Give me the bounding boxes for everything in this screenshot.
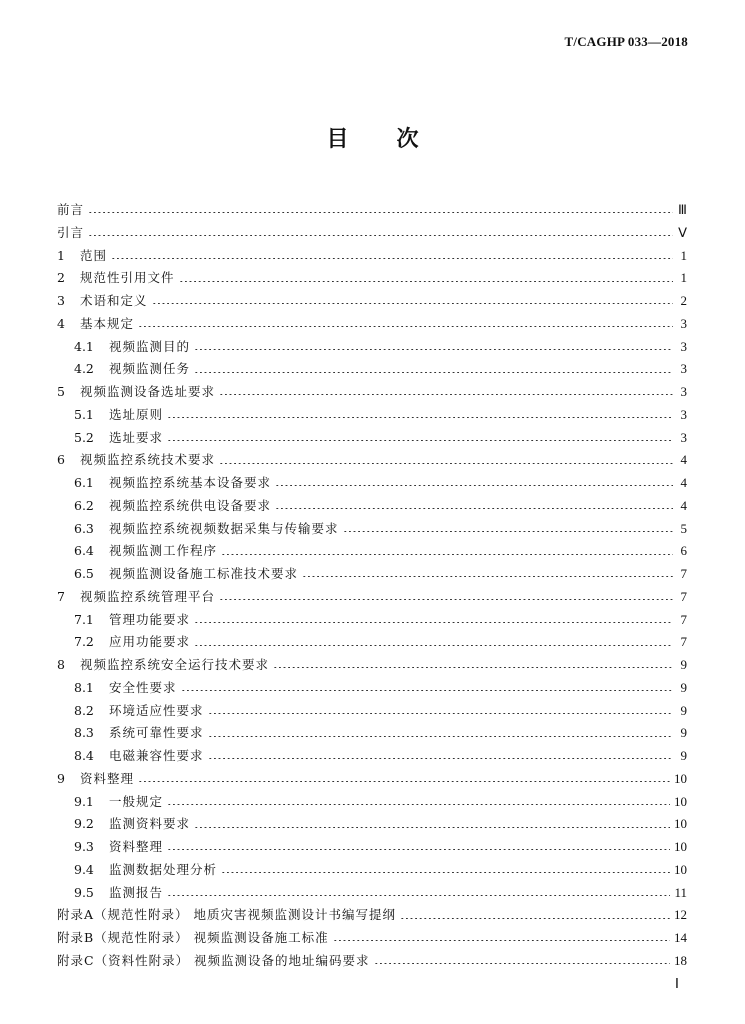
toc-entry-title: 视频监测工作程序: [109, 543, 218, 559]
toc-entry-page: 11: [674, 884, 687, 900]
toc-entry-number: 5.2: [74, 429, 94, 445]
toc-entry-page: 4: [680, 497, 687, 513]
dot-leader: [181, 690, 673, 691]
toc-entry-title: 管理功能要求: [109, 611, 191, 627]
toc-entry-number: 6: [57, 452, 65, 468]
dot-leader: [167, 440, 673, 441]
toc-entry-title: 视频监测目的: [109, 338, 191, 354]
toc-entry-title: 资料整理: [80, 770, 135, 786]
toc-entry-number: 7.1: [74, 611, 94, 627]
dot-leader: [273, 667, 673, 668]
dot-leader: [152, 303, 673, 304]
toc-entry[interactable]: [57, 358, 687, 381]
toc-entry[interactable]: [57, 700, 687, 723]
page-number: Ⅰ: [674, 977, 679, 992]
dot-leader: [194, 645, 673, 646]
toc-entry[interactable]: [57, 495, 687, 518]
toc-entry-number: 3: [57, 293, 65, 308]
toc-entry-title: 安全性要求: [109, 679, 177, 695]
toc-entry-page: 14: [674, 930, 687, 945]
toc-entry-page: Ⅴ: [678, 224, 687, 240]
toc-entry[interactable]: [57, 836, 687, 859]
dot-leader: [167, 895, 670, 896]
toc-entry-number: 1: [57, 247, 65, 263]
toc-entry-page: 9: [680, 657, 687, 672]
dot-leader: [167, 417, 673, 418]
toc-entry-title: 附录C（资料性附录） 视频监测设备的地址编码要求: [57, 952, 370, 968]
toc-entry-title: 视频监控系统管理平台: [80, 588, 216, 604]
toc-entry-number: 9.3: [74, 839, 94, 854]
toc-entry-number: 4.2: [74, 361, 94, 377]
dot-leader: [219, 463, 673, 464]
dot-leader: [208, 736, 673, 737]
toc-entry-page: 7: [680, 611, 687, 627]
toc-entry[interactable]: [57, 427, 687, 450]
toc-entry-page: 4: [680, 452, 687, 468]
toc-entry-title: 附录B（规范性附录） 视频监测设备施工标准: [57, 930, 329, 945]
toc-entry-page: 10: [674, 793, 687, 809]
toc-entry[interactable]: [57, 404, 687, 427]
toc-entry-page: 3: [680, 315, 687, 331]
toc-entry[interactable]: [57, 927, 687, 950]
toc-entry-title: 系统可靠性要求: [109, 725, 204, 741]
toc-entry[interactable]: [57, 586, 687, 609]
toc-entry-page: 3: [680, 338, 687, 354]
toc-entry-number: 2: [57, 270, 65, 286]
toc-entry-page: 10: [674, 770, 687, 786]
toc-entry-page: 6: [680, 543, 687, 559]
dot-leader: [194, 372, 673, 373]
dot-leader: [179, 281, 673, 282]
toc-entry-title: 视频监控系统安全运行技术要求: [80, 657, 270, 672]
dot-leader: [194, 827, 670, 828]
toc-entry-number: 6.2: [74, 497, 94, 513]
toc-entry-page: 12: [674, 907, 687, 923]
toc-entry-title: 视频监测任务: [109, 361, 191, 377]
toc-entry-title: 环境适应性要求: [109, 702, 204, 718]
toc-entry-page: 1: [680, 270, 687, 286]
toc-entry[interactable]: [57, 222, 687, 245]
dot-leader: [374, 963, 670, 964]
toc-entry-number: 8.1: [74, 679, 94, 695]
toc-entry-title: 视频监测设备施工标准技术要求: [109, 566, 299, 581]
dot-leader: [343, 531, 673, 532]
toc-entry-page: 9: [680, 702, 687, 718]
toc-entry-page: 9: [680, 748, 687, 763]
dot-leader: [208, 758, 673, 759]
table-of-contents: [57, 199, 687, 973]
toc-entry-title: 监测报告: [109, 884, 164, 900]
toc-entry[interactable]: [57, 950, 687, 973]
toc-entry-number: 6.5: [74, 566, 94, 581]
toc-entry[interactable]: [57, 882, 687, 905]
dot-leader: [275, 508, 673, 509]
toc-entry-title: 术语和定义: [80, 293, 148, 308]
toc-entry-number: 8.3: [74, 725, 94, 741]
toc-entry[interactable]: [57, 745, 687, 768]
toc-entry-number: 9.4: [74, 861, 94, 877]
toc-entry[interactable]: [57, 859, 687, 882]
toc-entry-title: 资料整理: [109, 839, 164, 854]
toc-entry-page: 3: [680, 384, 687, 399]
toc-entry[interactable]: [57, 449, 687, 472]
toc-entry-title: 引言: [57, 224, 85, 240]
toc-entry-page: 3: [680, 406, 687, 422]
toc-entry-number: 5.1: [74, 406, 94, 422]
toc-entry-title: 应用功能要求: [109, 634, 191, 650]
toc-entry-page: 10: [674, 839, 687, 854]
dot-leader: [219, 599, 673, 600]
dot-leader: [275, 485, 673, 486]
toc-entry-page: 7: [680, 634, 687, 650]
toc-entry[interactable]: [57, 563, 687, 586]
toc-entry-number: 8.2: [74, 702, 94, 718]
toc-entry[interactable]: [57, 199, 687, 222]
toc-entry[interactable]: [57, 631, 687, 654]
dot-leader: [194, 349, 673, 350]
toc-entry-number: 8: [57, 657, 65, 672]
dot-leader: [88, 235, 673, 236]
toc-entry-title: 选址原则: [109, 406, 164, 422]
toc-entry-page: Ⅲ: [678, 202, 687, 217]
toc-entry[interactable]: [57, 609, 687, 632]
dot-leader: [167, 804, 670, 805]
toc-entry[interactable]: [57, 722, 687, 745]
toc-entry[interactable]: [57, 540, 687, 563]
toc-entry-title: 范围: [80, 247, 108, 263]
page-title: 目次: [326, 127, 467, 152]
dot-leader: [221, 872, 670, 873]
toc-entry[interactable]: [57, 518, 687, 541]
toc-entry-number: 6.4: [74, 543, 94, 559]
toc-entry-page: 9: [680, 679, 687, 695]
document-number: T/CAGHP 033—2018: [564, 34, 688, 49]
toc-entry[interactable]: [57, 245, 687, 268]
toc-entry-page: 9: [680, 725, 687, 741]
toc-entry[interactable]: [57, 813, 687, 836]
toc-entry[interactable]: [57, 313, 687, 336]
toc-entry[interactable]: [57, 654, 687, 677]
dot-leader: [167, 849, 670, 850]
toc-entry-number: 4: [57, 315, 65, 331]
toc-entry-number: 9: [57, 770, 65, 786]
dot-leader: [302, 576, 673, 577]
toc-entry[interactable]: [57, 472, 687, 495]
toc-entry-page: 10: [674, 861, 687, 877]
toc-entry[interactable]: [57, 677, 687, 700]
dot-leader: [221, 554, 673, 555]
dot-leader: [88, 212, 673, 213]
toc-entry-number: 6.1: [74, 475, 94, 490]
toc-entry-number: 9.2: [74, 816, 94, 832]
toc-entry-page: 3: [680, 361, 687, 377]
dot-leader: [208, 713, 673, 714]
toc-entry-title: 视频监测设备选址要求: [80, 384, 216, 399]
toc-entry-title: 前言: [57, 202, 85, 217]
toc-entry-number: 9.1: [74, 793, 94, 809]
toc-entry-page: 7: [680, 588, 687, 604]
dot-leader: [219, 394, 673, 395]
toc-entry-title: 附录A（规范性附录） 地质灾害视频监测设计书编写提纲: [57, 907, 397, 923]
toc-entry[interactable]: [57, 791, 687, 814]
toc-entry-number: 8.4: [74, 748, 94, 763]
dot-leader: [111, 258, 673, 259]
toc-entry[interactable]: [57, 768, 687, 791]
toc-entry-title: 一般规定: [109, 793, 164, 809]
toc-entry-number: 4.1: [74, 338, 94, 354]
toc-entry-number: 5: [57, 384, 65, 399]
toc-entry-number: 7.2: [74, 634, 94, 650]
toc-entry-page: 4: [680, 475, 687, 490]
toc-entry-number: 9.5: [74, 884, 94, 900]
toc-entry-title: 视频监控系统供电设备要求: [109, 497, 272, 513]
toc-entry-page: 7: [680, 566, 687, 581]
dot-leader: [194, 622, 673, 623]
toc-entry-title: 规范性引用文件: [80, 270, 175, 286]
toc-entry[interactable]: [57, 336, 687, 359]
dot-leader: [333, 940, 670, 941]
dot-leader: [400, 918, 670, 919]
toc-entry-number: 7: [57, 588, 65, 604]
dot-leader: [138, 326, 673, 327]
toc-entry-page: 18: [674, 952, 687, 968]
toc-entry-page: 10: [674, 816, 687, 832]
toc-entry[interactable]: [57, 904, 687, 927]
toc-entry-page: 2: [680, 293, 687, 308]
toc-entry-title: 选址要求: [109, 429, 164, 445]
toc-entry-number: 6.3: [74, 520, 94, 536]
toc-entry-title: 电磁兼容性要求: [109, 748, 204, 763]
toc-entry-title: 基本规定: [80, 315, 135, 331]
toc-entry[interactable]: [57, 290, 687, 313]
toc-entry-page: 3: [680, 429, 687, 445]
toc-entry-title: 视频监控系统基本设备要求: [109, 475, 272, 490]
toc-entry-title: 视频监控系统视频数据采集与传输要求: [109, 520, 339, 536]
toc-entry[interactable]: [57, 381, 687, 404]
toc-entry[interactable]: [57, 267, 687, 290]
toc-entry-title: 监测资料要求: [109, 816, 191, 832]
toc-entry-page: 5: [680, 520, 687, 536]
toc-entry-title: 监测数据处理分析: [109, 861, 218, 877]
dot-leader: [138, 781, 670, 782]
toc-entry-page: 1: [680, 247, 687, 263]
toc-entry-title: 视频监控系统技术要求: [80, 452, 216, 468]
